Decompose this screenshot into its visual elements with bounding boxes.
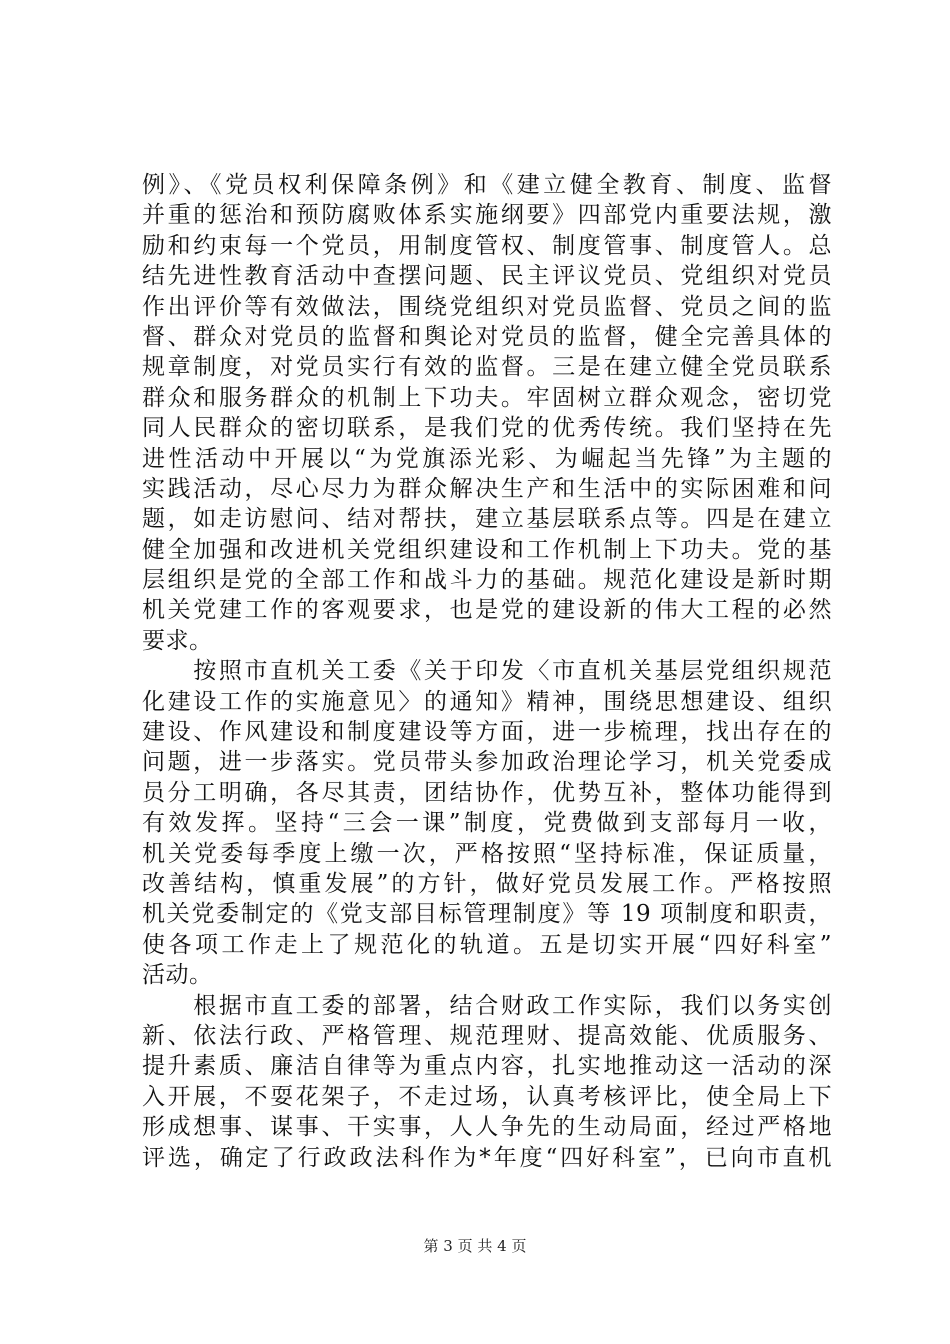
- body-text-line: 根据市直工委的部署，结合财政工作实际，我们以务实创: [142, 992, 832, 1019]
- body-text-line: 例》、《党员权利保障条例》和《建立健全教育、制度、监督: [142, 172, 832, 198]
- body-text-line: 有效发挥。坚持“三会一课”制度，党费做到支部每月一收，: [142, 810, 832, 837]
- body-text-line: 按照市直机关工委《关于印发〈市直机关基层党组织规范: [142, 658, 832, 685]
- body-text-line: 化建设工作的实施意见〉的通知》精神，围绕思想建设、组织: [142, 688, 832, 715]
- body-text-line: 励和约束每一个党员，用制度管权、制度管事、制度管人。总: [142, 232, 832, 259]
- body-text-line: 进性活动中开展以“为党旗添光彩、为崛起当先锋”为主题的: [142, 445, 832, 472]
- body-text-line: 作出评价等有效做法，围绕党组织对党员监督、党员之间的监: [142, 293, 832, 320]
- body-text-line: 层组织是党的全部工作和战斗力的基础。规范化建设是新时期: [142, 567, 832, 594]
- body-text-line: 提升素质、廉洁自律等为重点内容，扎实地推动这一活动的深: [142, 1053, 832, 1080]
- body-text-line: 题，如走访慰问、结对帮扶，建立基层联系点等。四是在建立: [142, 506, 832, 533]
- body-text-line: 机关党委每季度上缴一次，严格按照“坚持标准，保证质量，: [142, 840, 832, 867]
- body-text-line: 员分工明确，各尽其责，团结协作，优势互补，整体功能得到: [142, 779, 832, 806]
- body-text-line: 同人民群众的密切联系，是我们党的优秀传统。我们坚持在先: [142, 415, 832, 442]
- body-text-line: 使各项工作走上了规范化的轨道。五是切实开展“四好科室”: [142, 931, 832, 958]
- body-text-line: 结先进性教育活动中查摆问题、民主评议党员、党组织对党员: [142, 263, 832, 290]
- body-text-line: 改善结构，慎重发展”的方针，做好党员发展工作。严格按照: [142, 870, 832, 897]
- body-text-line: 机关党委制定的《党支部目标管理制度》等 19 项制度和职责，: [142, 901, 832, 928]
- body-text-line: 实践活动，尽心尽力为群众解决生产和生活中的实际困难和问: [142, 475, 832, 502]
- document-body: [142, 170, 832, 1173]
- body-text-line: 入开展，不耍花架子，不走过场，认真考核评比，使全局上下: [142, 1083, 832, 1110]
- body-text-line: 新、依法行政、严格管理、规范理财、提高效能、优质服务、: [142, 1022, 832, 1049]
- body-text-line: 活动。: [142, 962, 213, 989]
- body-text-line: 规章制度，对党员实行有效的监督。三是在建立健全党员联系: [142, 354, 832, 381]
- body-text-line: 群众和服务群众的机制上下功夫。牢固树立群众观念，密切党: [142, 384, 832, 411]
- body-text-line: 建设、作风建设和制度建设等方面，进一步梳理，找出存在的: [142, 719, 832, 746]
- body-text-line: 督、群众对党员的监督和舆论对党员的监督，健全完善具体的: [142, 323, 832, 350]
- page-footer: 第 3 页 共 4 页: [423, 1237, 527, 1255]
- body-text-line: 并重的惩治和预防腐败体系实施纲要》四部党内重要法规，激: [142, 202, 832, 229]
- body-text-line: 机关党建工作的客观要求，也是党的建设新的伟大工程的必然: [142, 597, 832, 624]
- body-text-line: 评选，确定了行政政法科作为*年度“四好科室”，已向市直机: [142, 1144, 832, 1171]
- body-text-line: 要求。: [142, 627, 213, 654]
- body-text-line: 问题，进一步落实。党员带头参加政治理论学习，机关党委成: [142, 749, 832, 776]
- body-text-line: 健全加强和改进机关党组织建设和工作机制上下功夫。党的基: [142, 536, 832, 563]
- body-text-line: 形成想事、谋事、干实事，人人争先的生动局面，经过严格地: [142, 1114, 832, 1141]
